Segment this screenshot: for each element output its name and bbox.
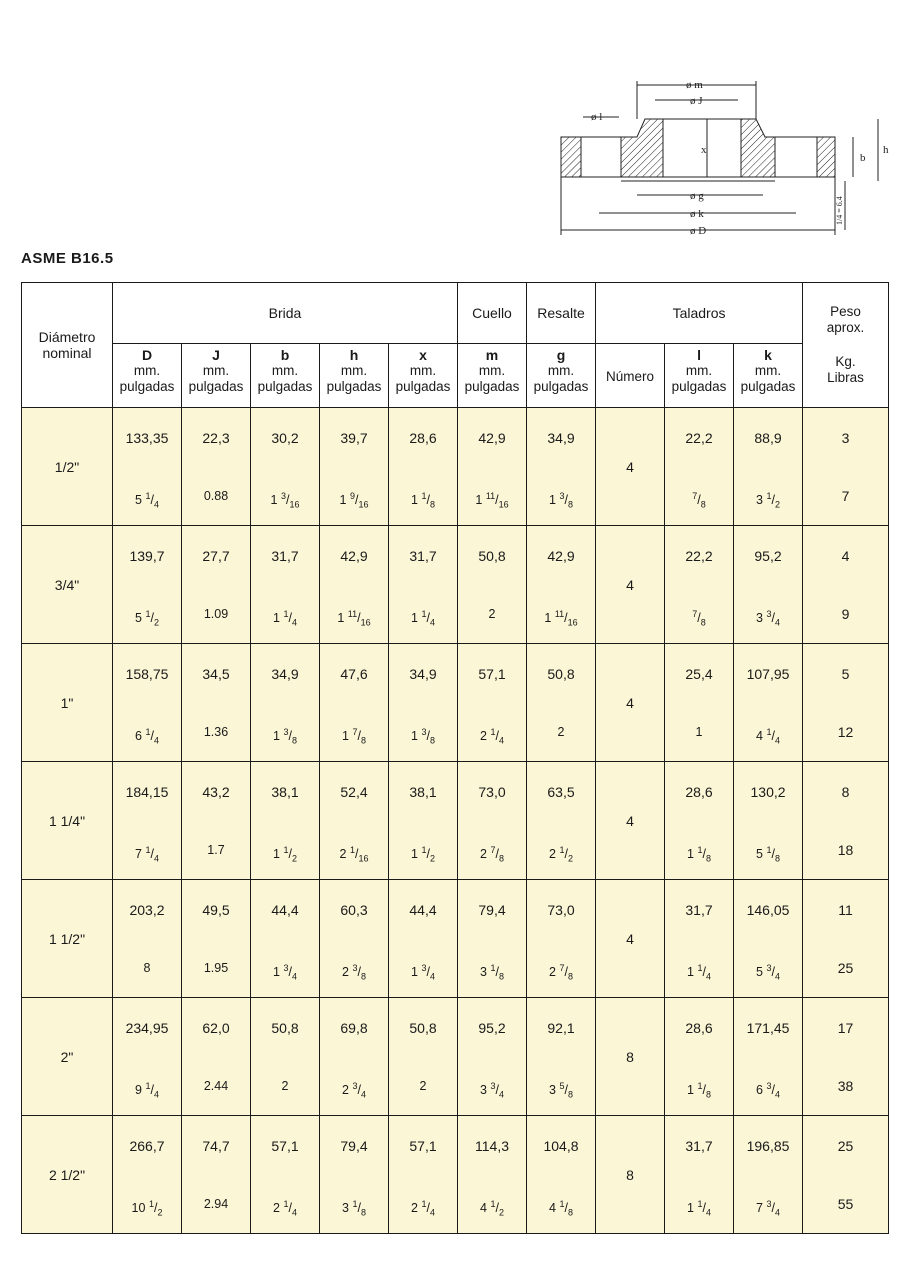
value-m-in: 2	[488, 606, 496, 621]
value-h-in: 1 $^9/_{16}$	[339, 490, 369, 510]
symbol-h: h	[349, 347, 359, 363]
value-l-in: 1 $^1/_4$	[687, 962, 711, 982]
cell-l	[665, 880, 734, 998]
value-m-in: 2 $^1/_4$	[480, 726, 504, 746]
cell-x	[389, 526, 458, 644]
unit-mm: mm.	[133, 363, 161, 378]
value-h-mm: 79,4	[340, 1137, 368, 1154]
header-libras: Libras	[827, 370, 864, 385]
value-m-mm: 50,8	[478, 547, 506, 564]
cell-D	[113, 644, 182, 762]
cell-b	[251, 526, 320, 644]
value-kg: 4	[841, 547, 850, 564]
value-b-mm: 30,2	[271, 429, 299, 446]
cell-k	[734, 526, 803, 644]
cell-x	[389, 880, 458, 998]
value-k-mm: 130,2	[750, 783, 786, 800]
value-k-mm: 196,85	[746, 1137, 790, 1154]
value-m-mm: 42,9	[478, 429, 506, 446]
diagram-label-raised-face: 1/4 = 6.4	[835, 196, 844, 225]
cell-l	[665, 408, 734, 526]
cell-x	[389, 1116, 458, 1234]
unit-pulgadas: pulgadas	[119, 379, 175, 394]
unit-pulgadas: pulgadas	[671, 379, 727, 394]
value-J-in: 2.94	[203, 1196, 229, 1211]
value-g-mm: 63,5	[547, 783, 575, 800]
header-peso	[803, 283, 889, 408]
value-k-mm: 95,2	[754, 547, 782, 564]
unit-mm: mm.	[685, 363, 713, 378]
diagram-label-J: ø J	[690, 95, 703, 107]
value-g-in: 1 $^3/_8$	[549, 490, 573, 510]
value-g-mm: 73,0	[547, 901, 575, 918]
unit-mm: mm.	[754, 363, 782, 378]
value-J-mm: 74,7	[202, 1137, 230, 1154]
value-h-mm: 52,4	[340, 783, 368, 800]
header-peso-label: Peso aprox.	[826, 304, 865, 335]
unit-mm: mm.	[547, 363, 575, 378]
value-x-mm: 57,1	[409, 1137, 437, 1154]
value-g-mm: 34,9	[547, 429, 575, 446]
diagram-label-m: ø m	[686, 79, 703, 91]
value-k-mm: 146,05	[746, 901, 790, 918]
value-J-mm: 22,3	[202, 429, 230, 446]
unit-mm: mm.	[478, 363, 506, 378]
value-g-in: 3 $^5/_8$	[549, 1080, 573, 1100]
value-b-in: 1 $^1/_4$	[273, 608, 297, 628]
value-g-in: 1 $^{11}/_{16}$	[544, 608, 578, 628]
value-x-mm: 50,8	[409, 1019, 437, 1036]
cell-h	[320, 526, 389, 644]
value-kg: 3	[841, 429, 850, 446]
cell-J	[182, 998, 251, 1116]
header-l	[665, 344, 734, 408]
standard-title: ASME B16.5	[21, 250, 114, 267]
value-x-in: 1 $^1/_4$	[411, 608, 435, 628]
value-D-mm: 203,2	[129, 901, 165, 918]
cell-J	[182, 644, 251, 762]
cell-D	[113, 1116, 182, 1234]
value-D-mm: 266,7	[129, 1137, 165, 1154]
value-g-in: 4 $^1/_8$	[549, 1198, 573, 1218]
value-k-mm: 88,9	[754, 429, 782, 446]
cell-numero: 4	[596, 408, 665, 526]
cell-k	[734, 408, 803, 526]
cell-x	[389, 998, 458, 1116]
diagram-label-h: h	[883, 144, 889, 156]
value-b-in: 2	[281, 1078, 289, 1093]
cell-b	[251, 1116, 320, 1234]
value-m-mm: 57,1	[478, 665, 506, 682]
value-J-mm: 62,0	[202, 1019, 230, 1036]
value-D-mm: 133,35	[125, 429, 169, 446]
value-k-in: 5 $^3/_4$	[756, 962, 780, 982]
value-D-in: 10 $^1/_2$	[131, 1198, 163, 1218]
table-row	[22, 880, 889, 998]
cell-nominal: 3/4"	[22, 526, 113, 644]
value-J-in: 0.88	[203, 488, 229, 503]
cell-D	[113, 998, 182, 1116]
cell-m	[458, 762, 527, 880]
value-x-mm: 38,1	[409, 783, 437, 800]
symbol-m: m	[485, 347, 499, 363]
value-b-in: 1 $^1/_2$	[273, 844, 297, 864]
value-l-mm: 28,6	[685, 783, 713, 800]
diagram-label-x: x	[701, 144, 707, 156]
flange-dimensions-table	[21, 282, 889, 1234]
cell-h	[320, 762, 389, 880]
value-g-mm: 50,8	[547, 665, 575, 682]
value-h-in: 2 $^3/_4$	[342, 1080, 366, 1100]
cell-k	[734, 1116, 803, 1234]
table-row	[22, 1116, 889, 1234]
value-x-mm: 44,4	[409, 901, 437, 918]
value-lb: 25	[837, 959, 854, 976]
value-x-in: 2	[419, 1078, 427, 1093]
value-l-in: 1 $^1/_8$	[687, 1080, 711, 1100]
value-x-mm: 28,6	[409, 429, 437, 446]
cell-peso	[803, 526, 889, 644]
table-row	[22, 408, 889, 526]
value-J-in: 1.7	[207, 842, 225, 857]
table-row	[22, 998, 889, 1116]
cell-l	[665, 644, 734, 762]
value-k-in: 7 $^3/_4$	[756, 1198, 780, 1218]
value-x-in: 1 $^3/_8$	[411, 726, 435, 746]
value-l-mm: 31,7	[685, 1137, 713, 1154]
value-lb: 55	[837, 1195, 854, 1212]
value-m-in: 3 $^3/_4$	[480, 1080, 504, 1100]
cell-numero: 4	[596, 762, 665, 880]
cell-m	[458, 1116, 527, 1234]
cell-h	[320, 998, 389, 1116]
value-m-mm: 79,4	[478, 901, 506, 918]
cell-m	[458, 526, 527, 644]
value-lb: 38	[837, 1077, 854, 1094]
value-kg: 25	[837, 1137, 854, 1154]
value-D-in: 8	[143, 960, 151, 975]
value-x-in: 1 $^3/_4$	[411, 962, 435, 982]
value-J-mm: 49,5	[202, 901, 230, 918]
value-b-mm: 57,1	[271, 1137, 299, 1154]
symbol-g: g	[556, 347, 566, 363]
value-g-in: 2 $^7/_8$	[549, 962, 573, 982]
header-h	[320, 344, 389, 408]
header-resalte: Resalte	[527, 283, 596, 344]
unit-mm: mm.	[340, 363, 368, 378]
value-J-in: 1.36	[203, 724, 229, 739]
diagram-label-g: ø g	[690, 190, 704, 202]
cell-k	[734, 880, 803, 998]
symbol-l: l	[697, 347, 701, 363]
value-g-in: 2 $^1/_2$	[549, 844, 573, 864]
unit-mm: mm.	[409, 363, 437, 378]
value-D-mm: 139,7	[129, 547, 165, 564]
value-b-mm: 31,7	[271, 547, 299, 564]
value-l-in: 1 $^1/_8$	[687, 844, 711, 864]
cell-b	[251, 762, 320, 880]
cell-k	[734, 762, 803, 880]
value-D-mm: 234,95	[125, 1019, 169, 1036]
value-h-in: 3 $^1/_8$	[342, 1198, 366, 1218]
value-J-mm: 34,5	[202, 665, 230, 682]
value-h-in: 1 $^{11}/_{16}$	[337, 608, 371, 628]
cell-nominal: 1 1/2"	[22, 880, 113, 998]
value-k-in: 5 $^1/_8$	[756, 844, 780, 864]
cell-h	[320, 644, 389, 762]
symbol-J: J	[212, 347, 220, 363]
cell-b	[251, 880, 320, 998]
diagram-label-D: ø D	[690, 225, 707, 237]
value-h-mm: 39,7	[340, 429, 368, 446]
cell-D	[113, 408, 182, 526]
cell-numero: 4	[596, 526, 665, 644]
value-D-in: 5 $^1/_2$	[135, 608, 159, 628]
value-l-in: $^7/_8$	[692, 608, 706, 628]
value-J-mm: 27,7	[202, 547, 230, 564]
flange-diagram	[553, 75, 898, 240]
cell-peso	[803, 880, 889, 998]
value-D-mm: 184,15	[125, 783, 169, 800]
unit-pulgadas: pulgadas	[533, 379, 589, 394]
unit-pulgadas: pulgadas	[464, 379, 520, 394]
cell-D	[113, 526, 182, 644]
value-g-mm: 92,1	[547, 1019, 575, 1036]
unit-pulgadas: pulgadas	[395, 379, 451, 394]
cell-b	[251, 408, 320, 526]
value-l-in: $^7/_8$	[692, 490, 706, 510]
value-x-in: 1 $^1/_8$	[411, 490, 435, 510]
value-k-mm: 107,95	[746, 665, 790, 682]
value-D-mm: 158,75	[125, 665, 169, 682]
header-brida: Brida	[113, 283, 458, 344]
cell-nominal: 2"	[22, 998, 113, 1116]
value-lb: 9	[841, 605, 850, 622]
header-cuello: Cuello	[458, 283, 527, 344]
unit-pulgadas: pulgadas	[326, 379, 382, 394]
header-m	[458, 344, 527, 408]
unit-pulgadas: pulgadas	[257, 379, 313, 394]
cell-numero: 4	[596, 880, 665, 998]
cell-nominal: 2 1/2"	[22, 1116, 113, 1234]
header-numero	[596, 344, 665, 408]
value-h-mm: 47,6	[340, 665, 368, 682]
value-kg: 11	[838, 901, 853, 918]
header-x	[389, 344, 458, 408]
value-h-in: 2 $^3/_8$	[342, 962, 366, 982]
unit-pulgadas: pulgadas	[740, 379, 796, 394]
cell-b	[251, 998, 320, 1116]
value-m-mm: 114,3	[475, 1137, 510, 1154]
value-x-mm: 34,9	[409, 665, 437, 682]
symbol-D: D	[141, 347, 153, 363]
header-numero-label: Número	[606, 369, 655, 384]
value-J-mm: 43,2	[202, 783, 230, 800]
value-l-mm: 22,2	[685, 429, 713, 446]
header-g	[527, 344, 596, 408]
value-b-mm: 44,4	[271, 901, 299, 918]
cell-g	[527, 526, 596, 644]
diagram-label-b: b	[860, 152, 866, 164]
value-m-in: 2 $^7/_8$	[480, 844, 504, 864]
header-D	[113, 344, 182, 408]
table-row	[22, 762, 889, 880]
cell-h	[320, 880, 389, 998]
value-x-mm: 31,7	[409, 547, 437, 564]
value-g-mm: 42,9	[547, 547, 575, 564]
value-h-mm: 42,9	[340, 547, 368, 564]
value-g-mm: 104,8	[543, 1137, 579, 1154]
cell-x	[389, 762, 458, 880]
cell-numero: 8	[596, 998, 665, 1116]
value-J-in: 1.95	[203, 960, 229, 975]
value-D-in: 6 $^1/_4$	[135, 726, 159, 746]
value-J-in: 2.44	[203, 1078, 229, 1093]
cell-h	[320, 1116, 389, 1234]
cell-J	[182, 1116, 251, 1234]
cell-m	[458, 880, 527, 998]
value-m-in: 1 $^{11}/_{16}$	[475, 490, 509, 510]
value-lb: 12	[837, 723, 854, 740]
cell-nominal: 1 1/4"	[22, 762, 113, 880]
value-b-mm: 38,1	[271, 783, 299, 800]
cell-D	[113, 880, 182, 998]
cell-l	[665, 1116, 734, 1234]
value-D-in: 5 $^1/_4$	[135, 490, 159, 510]
unit-mm: mm.	[202, 363, 230, 378]
value-b-in: 1 $^3/_{16}$	[270, 490, 300, 510]
cell-numero: 4	[596, 644, 665, 762]
value-lb: 7	[841, 487, 850, 504]
value-b-in: 1 $^3/_8$	[273, 726, 297, 746]
value-J-in: 1.09	[203, 606, 229, 621]
header-taladros: Taladros	[596, 283, 803, 344]
cell-J	[182, 526, 251, 644]
diagram-label-l: ø l	[591, 111, 603, 123]
value-h-in: 2 $^1/_{16}$	[339, 844, 369, 864]
cell-x	[389, 408, 458, 526]
value-b-mm: 50,8	[271, 1019, 299, 1036]
value-k-mm: 171,45	[746, 1019, 790, 1036]
value-kg: 8	[841, 783, 850, 800]
cell-peso	[803, 998, 889, 1116]
value-h-in: 1 $^7/_8$	[342, 726, 366, 746]
cell-k	[734, 998, 803, 1116]
cell-J	[182, 880, 251, 998]
value-l-in: 1	[695, 724, 703, 739]
header-nominal: Diámetro nominal	[22, 283, 113, 408]
symbol-k: k	[764, 347, 772, 363]
value-x-in: 2 $^1/_4$	[411, 1198, 435, 1218]
value-m-in: 3 $^1/_8$	[480, 962, 504, 982]
header-b	[251, 344, 320, 408]
value-l-in: 1 $^1/_4$	[687, 1198, 711, 1218]
value-l-mm: 22,2	[685, 547, 713, 564]
value-m-mm: 95,2	[478, 1019, 506, 1036]
value-k-in: 3 $^3/_4$	[756, 608, 780, 628]
cell-g	[527, 762, 596, 880]
cell-peso	[803, 644, 889, 762]
symbol-x: x	[419, 347, 427, 363]
header-J	[182, 344, 251, 408]
cell-g	[527, 408, 596, 526]
cell-h	[320, 408, 389, 526]
header-kg: Kg.	[835, 354, 856, 369]
cell-nominal: 1/2"	[22, 408, 113, 526]
cell-numero: 8	[596, 1116, 665, 1234]
unit-pulgadas: pulgadas	[188, 379, 244, 394]
value-D-in: 9 $^1/_4$	[135, 1080, 159, 1100]
cell-J	[182, 762, 251, 880]
value-g-in: 2	[557, 724, 565, 739]
cell-m	[458, 408, 527, 526]
table-row	[22, 526, 889, 644]
cell-l	[665, 998, 734, 1116]
diagram-label-k: ø k	[690, 208, 704, 220]
symbol-b: b	[280, 347, 290, 363]
cell-J	[182, 408, 251, 526]
value-x-in: 1 $^1/_2$	[411, 844, 435, 864]
cell-m	[458, 998, 527, 1116]
cell-m	[458, 644, 527, 762]
value-m-in: 4 $^1/_2$	[480, 1198, 504, 1218]
value-l-mm: 31,7	[685, 901, 713, 918]
value-m-mm: 73,0	[478, 783, 506, 800]
cell-g	[527, 880, 596, 998]
cell-peso	[803, 408, 889, 526]
cell-l	[665, 762, 734, 880]
value-kg: 17	[837, 1019, 854, 1036]
cell-g	[527, 998, 596, 1116]
value-k-in: 6 $^3/_4$	[756, 1080, 780, 1100]
value-l-mm: 28,6	[685, 1019, 713, 1036]
cell-x	[389, 644, 458, 762]
value-b-mm: 34,9	[271, 665, 299, 682]
cell-peso	[803, 1116, 889, 1234]
value-k-in: 4 $^1/_4$	[756, 726, 780, 746]
value-h-mm: 60,3	[340, 901, 368, 918]
table-row	[22, 644, 889, 762]
cell-g	[527, 1116, 596, 1234]
cell-b	[251, 644, 320, 762]
cell-nominal: 1"	[22, 644, 113, 762]
value-b-in: 1 $^3/_4$	[273, 962, 297, 982]
table-body	[22, 408, 889, 1234]
header-k	[734, 344, 803, 408]
cell-D	[113, 762, 182, 880]
value-l-mm: 25,4	[685, 665, 713, 682]
value-h-mm: 69,8	[340, 1019, 368, 1036]
value-k-in: 3 $^1/_2$	[756, 490, 780, 510]
value-kg: 5	[841, 665, 850, 682]
cell-g	[527, 644, 596, 762]
value-lb: 18	[837, 841, 854, 858]
cell-k	[734, 644, 803, 762]
value-D-in: 7 $^1/_4$	[135, 844, 159, 864]
unit-mm: mm.	[271, 363, 299, 378]
value-b-in: 2 $^1/_4$	[273, 1198, 297, 1218]
cell-l	[665, 526, 734, 644]
cell-peso	[803, 762, 889, 880]
